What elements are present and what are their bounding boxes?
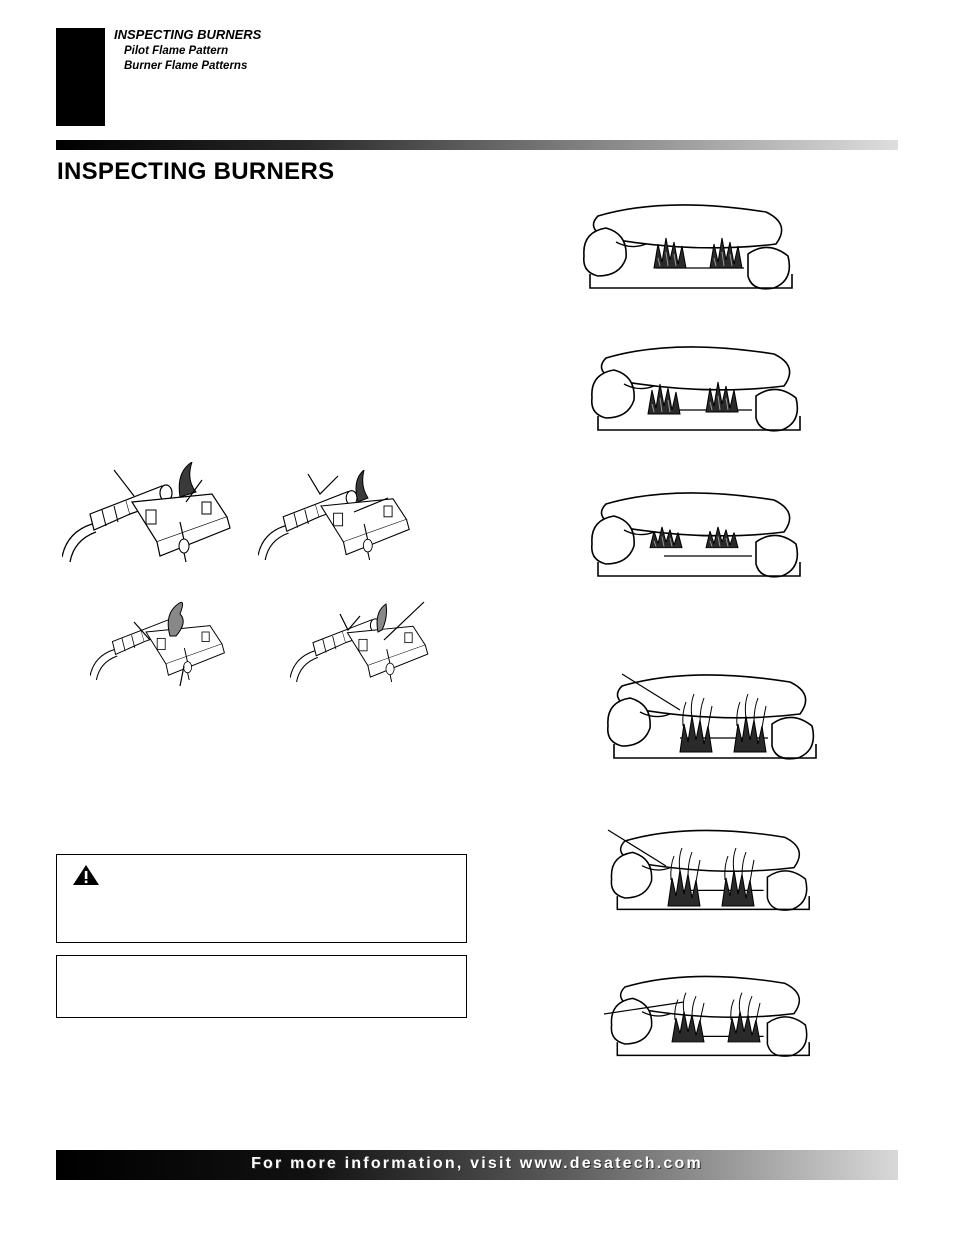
pilot-assembly-figure — [62, 462, 232, 566]
burner-flame-pattern-figure — [600, 666, 830, 772]
warning-box — [56, 854, 467, 943]
warning-triangle-icon — [71, 863, 101, 887]
page-title: INSPECTING BURNERS — [57, 158, 335, 185]
burner-flame-pattern-figure — [604, 822, 824, 930]
header-sub-item: Burner Flame Patterns — [124, 60, 248, 72]
note-box — [56, 955, 467, 1018]
burner-flame-pattern-figure — [584, 338, 814, 440]
section-tab — [56, 28, 105, 126]
header-section-title: INSPECTING BURNERS — [114, 27, 262, 42]
pilot-assembly-figure — [258, 470, 418, 570]
top-gradient-bar — [56, 140, 898, 150]
pilot-assembly-figure — [90, 600, 230, 700]
burner-flame-pattern-figure — [604, 968, 824, 1074]
burner-flame-pattern-figure — [576, 196, 806, 296]
pilot-assembly-figure — [290, 600, 440, 700]
header-sub-item: Pilot Flame Pattern — [124, 45, 229, 57]
burner-flame-pattern-figure — [584, 484, 814, 586]
footer-bar — [56, 1150, 898, 1180]
footer-website-text: For more information, visit www.desatech.com — [251, 1155, 703, 1172]
